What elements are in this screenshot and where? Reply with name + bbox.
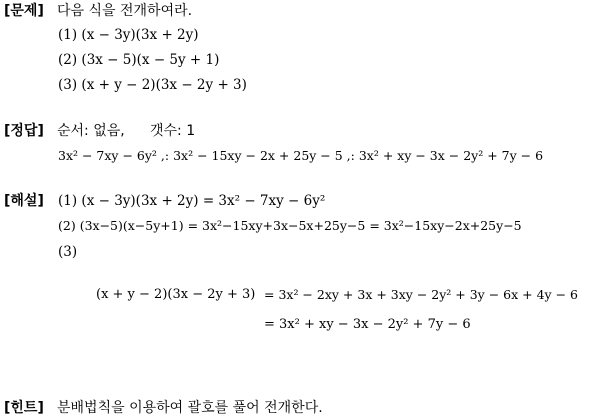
- problem-item-2: [58, 51, 219, 69]
- problem-instruction: 다음 식을 전개하여라.: [57, 3, 193, 19]
- solution-step-3-num: (3): [58, 244, 78, 260]
- solution-step-1: [58, 192, 325, 210]
- hint-text: 분배법칙을 이용하여 괄호를 풀어 전개한다.: [57, 400, 323, 416]
- problem-item-2-expr: (3x − 5)(x − 5y + 1): [81, 52, 220, 68]
- problem-tag: [문제]: [4, 3, 44, 19]
- solution-tag: [해설]: [4, 193, 44, 209]
- solution-step-1-num: (1): [58, 193, 78, 209]
- problem-item-1-num: (1): [58, 27, 78, 43]
- problem-item-3-expr: (x + y − 2)(3x − 2y + 3): [81, 77, 247, 93]
- solution-step-2: [58, 217, 522, 235]
- solution-step-3-lhs: (x + y − 2)(3x − 2y + 3): [96, 287, 256, 302]
- answer-count: 갯수: 1: [150, 123, 196, 139]
- problem-item-1: [58, 26, 199, 44]
- solution-step-1-expr: (x − 3y)(3x + 2y) = 3x² − 7xy − 6y²: [81, 193, 326, 209]
- solution-step-3-rhs-2: = 3x² + xy − 3x − 2y² + 7y − 6: [264, 317, 471, 332]
- answer-order: 순서: 없음,: [57, 123, 125, 139]
- answer-tag: [정답]: [4, 123, 44, 139]
- hint-tag: [힌트]: [4, 400, 44, 416]
- solution-step-3-rhs-1: = 3x² − 2xy + 3x + 3xy − 2y² + 3y − 6x + 4y − 6: [264, 287, 578, 302]
- solution-step-2-num: (2): [58, 218, 76, 233]
- answer-line: 3x² − 7xy − 6y² ,: 3x² − 15xy − 2x + 25y − 5 ,: 3x² + xy − 3x − 2y² + 7y − 6: [58, 148, 544, 163]
- problem-item-3-num: (3): [58, 77, 78, 93]
- problem-item-1-expr: (x − 3y)(3x + 2y): [81, 27, 199, 43]
- solution-step-2-expr: (3x−5)(x−5y+1) = 3x²−15xy+3x−5x+25y−5 = 3x²−15xy−2x+25y−5: [79, 218, 522, 233]
- problem-item-2-num: (2): [58, 52, 78, 68]
- problem-item-3: [58, 76, 247, 94]
